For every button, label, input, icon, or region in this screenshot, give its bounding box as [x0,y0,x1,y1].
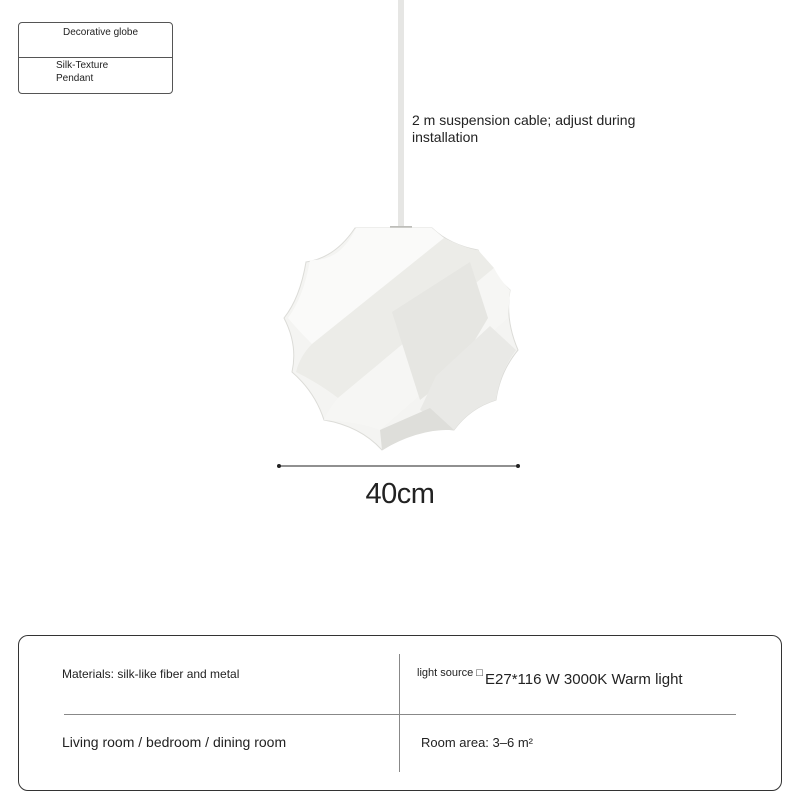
spec-vertical-divider [399,654,400,772]
tag-line-decorative-globe: Decorative globe [63,27,139,38]
spec-light-source-label: light source □ [417,667,483,679]
spec-suitable-rooms: Living room / bedroom / dining room [62,734,287,750]
spec-light-source-value: E27*116 W 3000K Warm light [485,671,683,688]
spec-room-area: Room area: 3–6 m² [421,735,533,750]
spec-materials: Materials: silk-like fiber and metal [62,667,240,681]
specification-panel [18,635,782,791]
suspension-cable [398,0,404,232]
tag-line-silk-texture-pendant: Silk-Texture Pendant [56,60,109,84]
dimension-label: 40cm [365,478,435,510]
dimension-endpoint-left [277,464,281,468]
cable-note: 2 m suspension cable; adjust during installation [412,112,636,145]
dimension-endpoint-right [516,464,520,468]
spec-horizontal-divider [64,714,736,715]
